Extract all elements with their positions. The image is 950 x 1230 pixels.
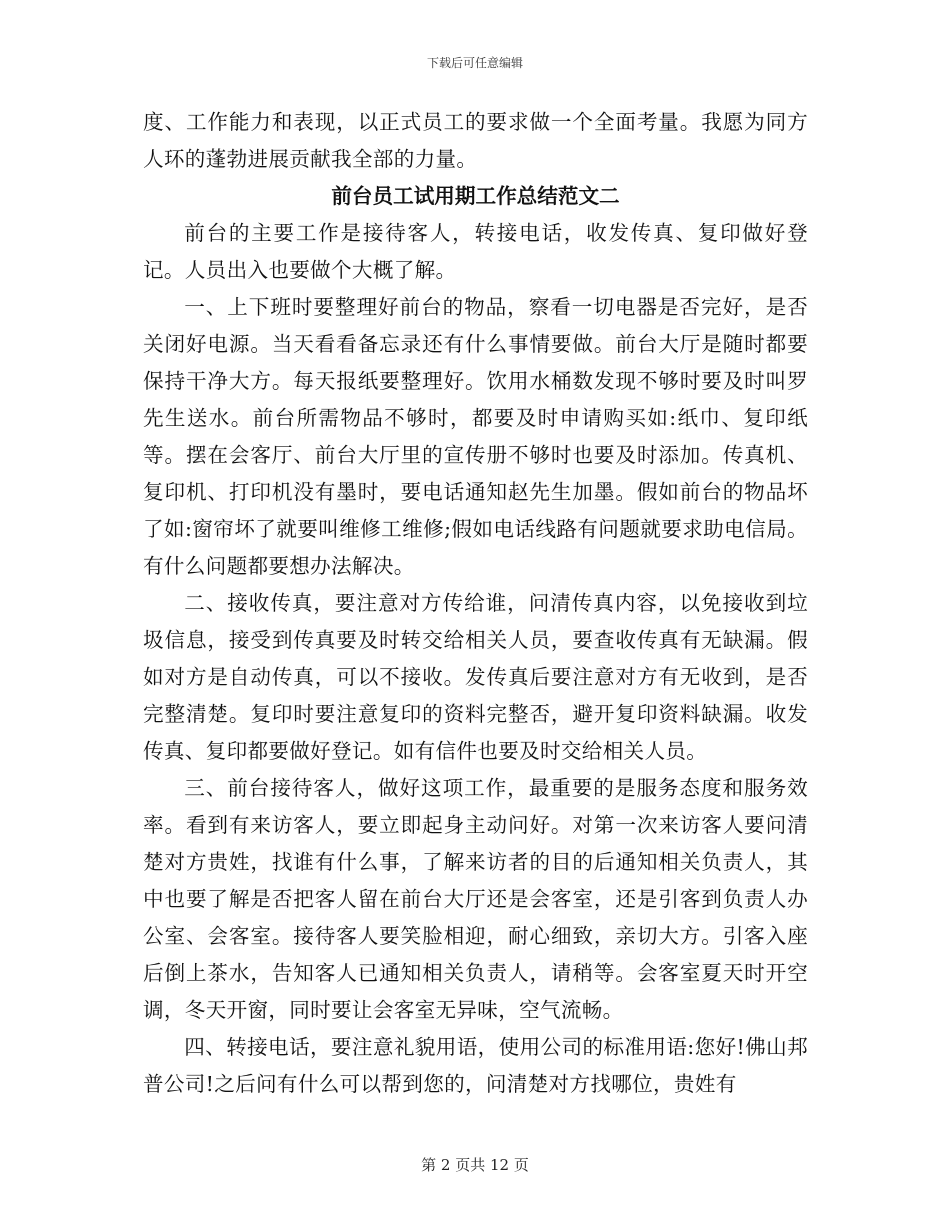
paragraph-continued: 度、工作能力和表现，以正式员工的要求做一个全面考量。我愿为同方人环的蓬勃进展贡献我全部的力量。 (143, 110, 808, 171)
page-footer: 第 2 页共 12 页 (421, 1156, 529, 1174)
page-header: 下载后可任意编辑 (426, 56, 523, 70)
paragraph: 一、上下班时要整理好前台的物品，察看一切电器是否完好，是否关闭好电源。当天看看备忘录还有什么事情要做。前台大厅是随时都要保持干净大方。每天报纸要整理好。饮用水桶数发现不够时要及时叫罗先生送水。前台所需物品不够时，都要及时申请购买如:纸巾、复印纸等。摆在会客厅、前台大厅里的宣传册不够时也要及时添加。传真机、复印机、打印机没有墨时，要电话通知赵先生加墨。假如前台的物品坏了如:窗帘坏了就要叫维修工维修;假如电话线路有问题就要求助电信局。有什么问题都要想办法解决。 (143, 295, 808, 578)
paragraph: 三、前台接待客人，做好这项工作，最重要的是服务态度和服务效率。看到有来访客人，要立即起身主动问好。对第一次来访客人要问清楚对方贵姓，找谁有什么事，了解来访者的目的后通知相关负责人，其中也要了解是否把客人留在前台大厅还是会客室，还是引客到负责人办公室、会客室。接待客人要笑脸相迎，耐心细致，亲切大方。引客入座后倒上茶水，告知客人已通知相关负责人，请稍等。会客室夏天时开空调，冬天开窗，同时要让会客室无异味，空气流畅。 (143, 776, 808, 1022)
paragraph: 二、接收传真，要注意对方传给谁，问清传真内容，以免接收到垃圾信息，接受到传真要及时转交给相关人员，要查收传真有无缺漏。假如对方是自动传真，可以不接收。发传真后要注意对方有无收到，是否完整清楚。复印时要注意复印的资料完整否，避开复印资料缺漏。收发传真、复印都要做好登记。如有信件也要及时交给相关人员。 (143, 591, 808, 763)
paragraph: 四、转接电话，要注意礼貌用语，使用公司的标准用语:您好!佛山邦普公司!之后问有什么可以帮到您的，问清楚对方找哪位，贵姓有 (143, 1035, 808, 1096)
document-body (143, 104, 808, 1103)
paragraph: 前台的主要工作是接待客人，转接电话，收发传真、复印做好登记。人员出入也要做个大概了解。 (143, 221, 808, 282)
section-title: 前台员工试用期工作总结范文二 (331, 184, 620, 208)
